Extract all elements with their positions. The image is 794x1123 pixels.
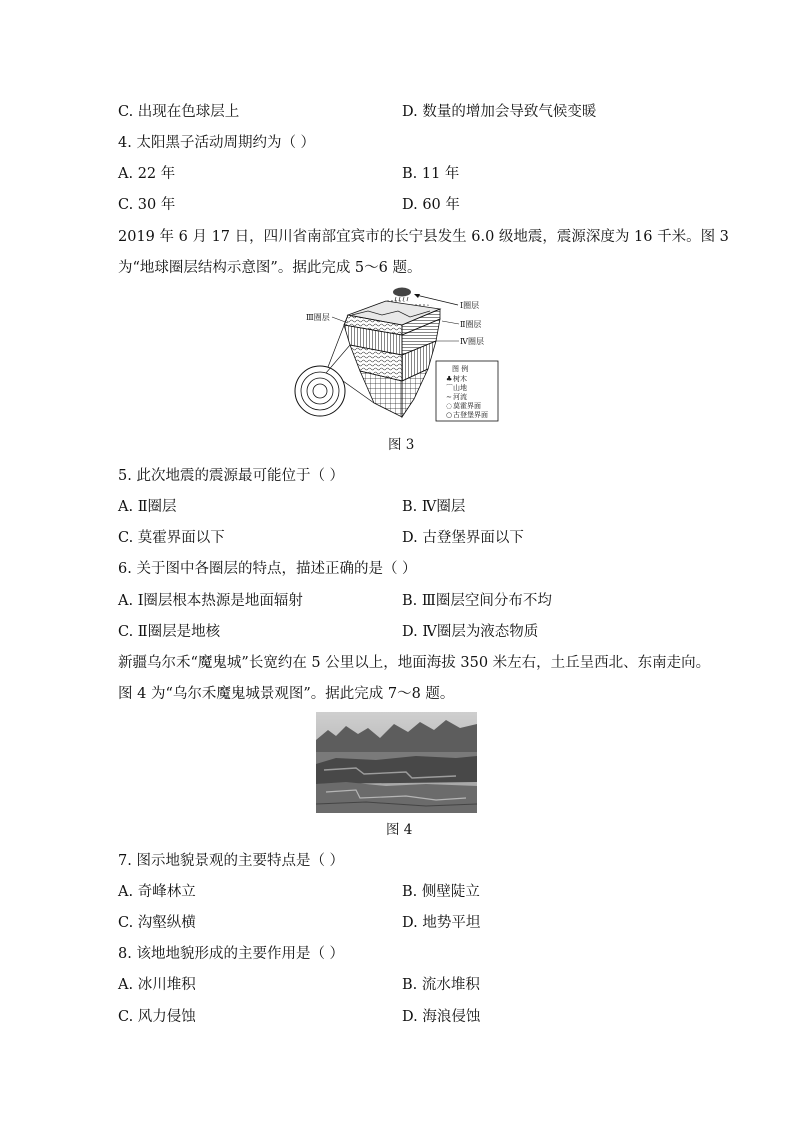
label-layer1: Ⅰ圈层 bbox=[460, 301, 480, 310]
svg-text:莫霍界面: 莫霍界面 bbox=[453, 402, 481, 410]
q7-option-d: D. 地势平坦 bbox=[402, 915, 481, 931]
label-layer2: Ⅱ圈层 bbox=[460, 320, 482, 329]
intro-7-8-line1: 新疆乌尔禾“魔鬼城”长宽约在 5 公里以上，地面海拔 350 米左右，土丘呈西北、东南走向。 bbox=[118, 655, 711, 671]
q8-stem: 8. 该地地貌形成的主要作用是（ ） bbox=[118, 946, 345, 962]
svg-text:⌒: ⌒ bbox=[446, 384, 453, 392]
q5-option-b: B. Ⅳ圈层 bbox=[402, 499, 466, 515]
label-layer3: Ⅲ圈层 bbox=[306, 313, 330, 322]
q4-option-b: B. 11 年 bbox=[402, 166, 460, 182]
q4-stem: 4. 太阳黑子活动周期约为（ ） bbox=[118, 135, 316, 151]
q8-option-c: C. 风力侵蚀 bbox=[118, 1009, 196, 1025]
svg-text:树木: 树木 bbox=[453, 375, 467, 383]
svg-text:∼: ∼ bbox=[446, 393, 452, 401]
intro-5-6-line2: 为“地球圈层结构示意图”。据此完成 5～6 题。 bbox=[118, 260, 422, 276]
q8-option-a: A. 冰川堆积 bbox=[118, 977, 196, 993]
q7-option-c: C. 沟壑纵横 bbox=[118, 915, 196, 931]
q8-option-b: B. 流水堆积 bbox=[402, 977, 480, 993]
intro-7-8-line2: 图 4 为“乌尔禾魔鬼城景观图”。据此完成 7～8 题。 bbox=[118, 686, 455, 702]
intro-5-6-line1: 2019 年 6 月 17 日，四川省南部宜宾市的长宁县发生 6.0 级地震，震源深度为 16 千米。图 3 bbox=[118, 229, 729, 245]
q6-option-b: B. Ⅲ圈层空间分布不均 bbox=[402, 593, 552, 609]
figure-4-caption: 图 4 bbox=[386, 822, 413, 838]
q7-option-a: A. 奇峰林立 bbox=[118, 884, 196, 900]
q3-option-d: D. 数量的增加会导致气候变暖 bbox=[402, 104, 597, 120]
q4-option-d: D. 60 年 bbox=[402, 197, 460, 213]
q4-option-a: A. 22 年 bbox=[118, 166, 176, 182]
q4-option-c: C. 30 年 bbox=[118, 197, 176, 213]
svg-text:山地: 山地 bbox=[453, 384, 467, 392]
label-layer4: Ⅳ圈层 bbox=[460, 337, 484, 346]
svg-text:◌: ◌ bbox=[446, 402, 453, 410]
q6-option-c: C. Ⅱ圈层是地核 bbox=[118, 624, 221, 640]
q7-option-b: B. 侧壁陡立 bbox=[402, 884, 480, 900]
svg-text:图 例: 图 例 bbox=[452, 365, 469, 373]
svg-text:○: ○ bbox=[446, 411, 453, 419]
cloud-icon bbox=[393, 288, 411, 302]
svg-text:♣: ♣ bbox=[446, 375, 453, 383]
q5-option-d: D. 古登堡界面以下 bbox=[402, 530, 524, 546]
figure3-legend bbox=[436, 361, 498, 421]
figure-3-earth-layers-diagram bbox=[290, 283, 502, 425]
figure-4-landscape-photo bbox=[316, 712, 477, 813]
q5-option-c: C. 莫霍界面以下 bbox=[118, 530, 225, 546]
q5-option-a: A. Ⅱ圈层 bbox=[118, 499, 177, 515]
figure-3-caption: 图 3 bbox=[388, 437, 415, 453]
q6-stem: 6. 关于图中各圈层的特点，描述正确的是（ ） bbox=[118, 561, 417, 577]
q5-stem: 5. 此次地震的震源最可能位于（ ） bbox=[118, 468, 345, 484]
q7-stem: 7. 图示地貌景观的主要特点是（ ） bbox=[118, 853, 345, 869]
svg-text:河流: 河流 bbox=[453, 393, 467, 401]
svg-text:古登堡界面: 古登堡界面 bbox=[453, 411, 488, 419]
q6-option-a: A. Ⅰ圈层根本热源是地面辐射 bbox=[118, 593, 303, 609]
q3-option-c: C. 出现在色球层上 bbox=[118, 104, 240, 120]
q8-option-d: D. 海浪侵蚀 bbox=[402, 1009, 481, 1025]
q6-option-d: D. Ⅳ圈层为液态物质 bbox=[402, 624, 539, 640]
